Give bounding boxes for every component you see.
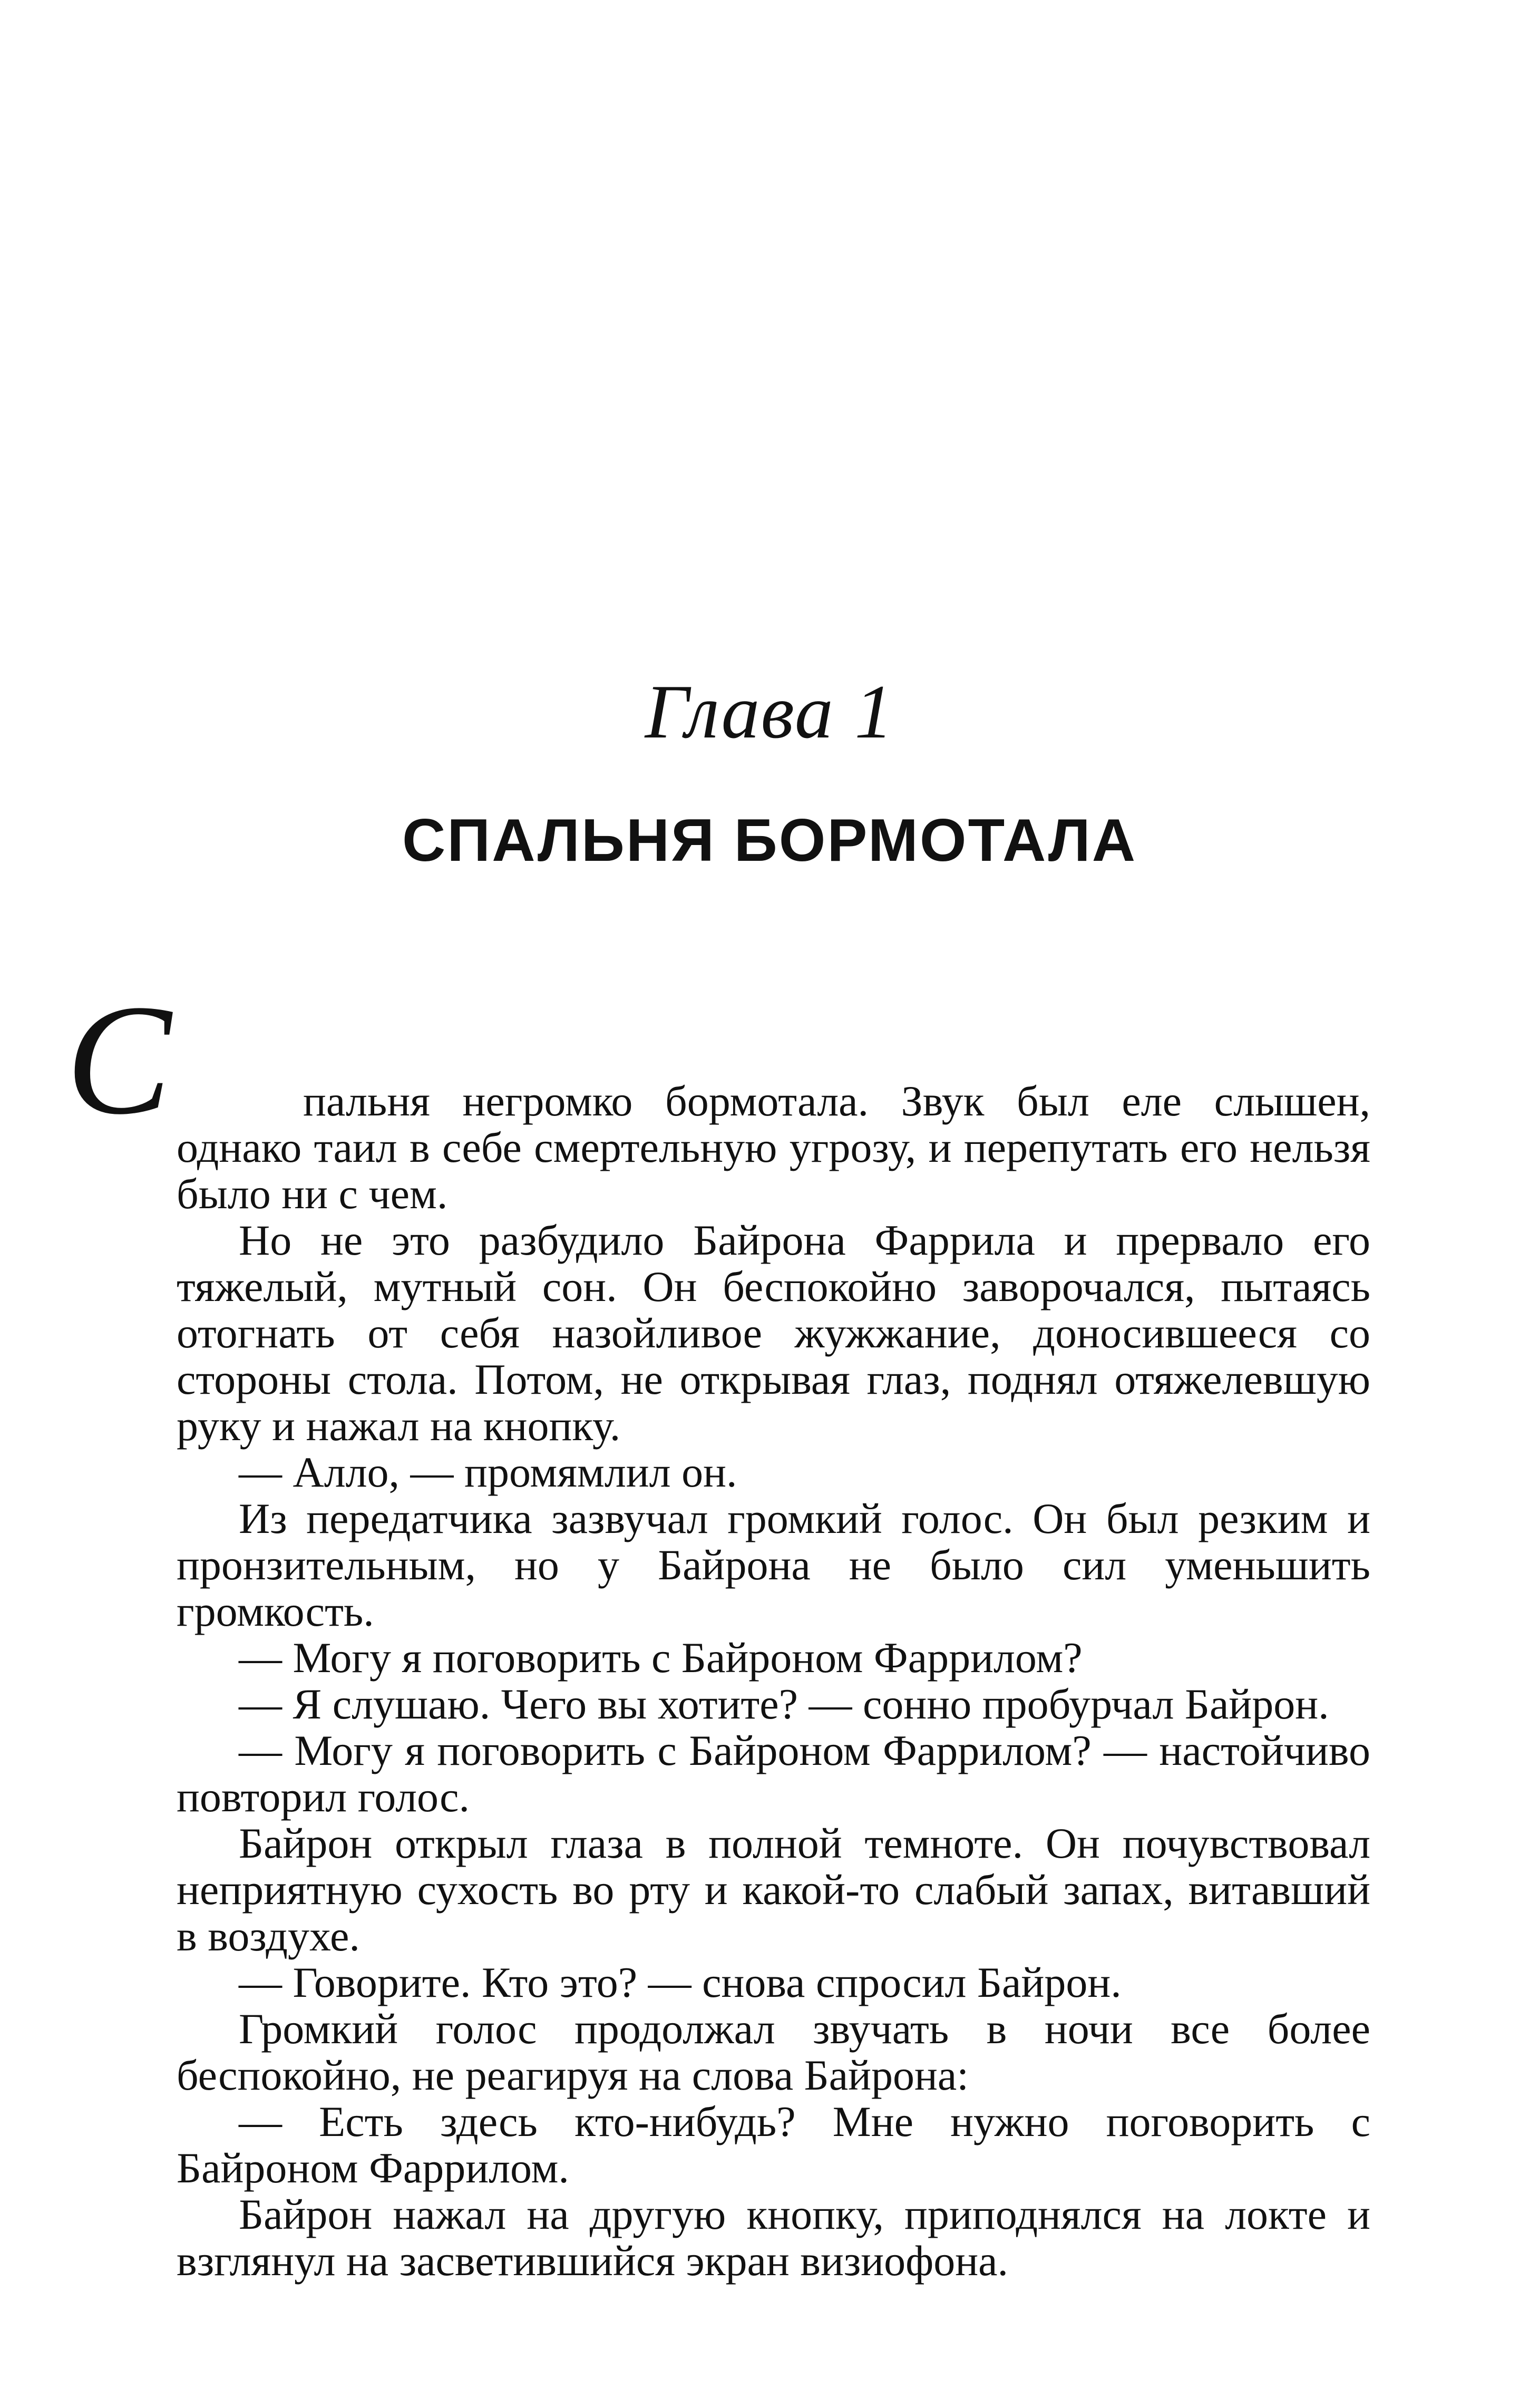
paragraph: [177, 1078, 1370, 1217]
chapter-title: СПАЛЬНЯ БОРМОТАЛА: [402, 807, 1137, 874]
chapter-body: [177, 1078, 1370, 2284]
paragraph: Байрон нажал на другую кнопку, приподнялся на локте и взглянул на засветившийся экран визиофона.: [177, 2190, 1370, 2285]
drop-cap: С: [66, 972, 172, 1147]
paragraph: — Могу я поговорить с Байроном Фаррилом? — настойчиво повторил голос.: [177, 1726, 1370, 1821]
paragraph: — Говорите. Кто это? — снова спросил Байрон.: [239, 1958, 1122, 2006]
paragraph: — Алло, — промямлил он.: [239, 1448, 737, 1496]
paragraph: — Я слушаю. Чего вы хотите? — сонно пробурчал Байрон.: [239, 1680, 1329, 1728]
paragraph: Байрон открыл глаза в полной темноте. Он почувствовал неприятную сухость во рту и какой-то слабый запах, витавший в воздухе.: [177, 1819, 1370, 1960]
paragraph: Но не это разбудило Байрона Фаррила и прервало его тяжелый, мутный сон. Он беспокойно заворочался, пытаясь отогнать от себя назойливое жужжание, доносившееся со стороны стола. Потом, не открывая глаз, поднял отяжелевшую руку и нажал на кнопку.: [177, 1216, 1370, 1450]
chapter-number: Глава 1: [645, 669, 894, 754]
paragraph: Громкий голос продолжал звучать в ночи все более беспокойно, не реагируя на слова Байрона:: [177, 2005, 1370, 2099]
paragraph: — Есть здесь кто-нибудь? Мне нужно поговорить с Байроном Фаррилом.: [177, 2098, 1370, 2192]
paragraph: Из передатчика зазвучал громкий голос. Он был резким и пронзительным, но у Байрона не было сил уменьшить громкость.: [177, 1494, 1370, 1635]
paragraph-text: пальня негромко бормотала. Звук был еле слышен, однако таил в себе смертельную угрозу, и перепутать его нельзя было ни с чем.: [177, 1077, 1370, 1218]
paragraph: — Могу я поговорить с Байроном Фаррилом?: [239, 1634, 1083, 1682]
